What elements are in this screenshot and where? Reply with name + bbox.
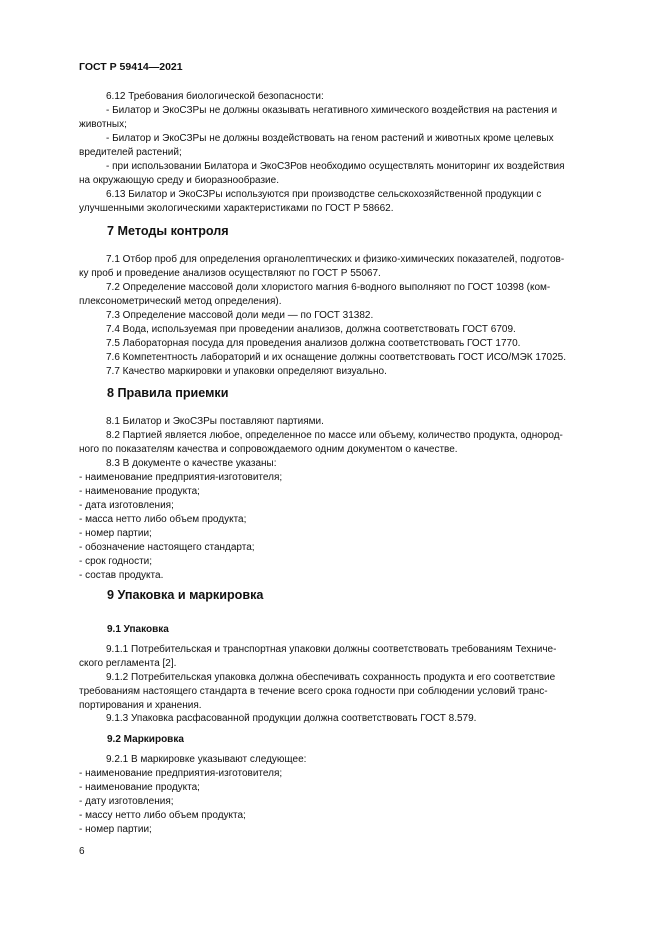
subsection-heading-9-2: 9.2 Маркировка: [107, 734, 184, 745]
list-item: - массу нетто либо объем продукта;: [79, 810, 246, 821]
section-heading-9: 9 Упаковка и маркировка: [107, 588, 264, 602]
list-item: - номер партии;: [79, 528, 152, 539]
paragraph-9-2-1: 9.2.1 В маркировке указывают следующее:: [106, 754, 307, 765]
list-item: - обозначение настоящего стандарта;: [79, 542, 255, 553]
paragraph-7-3: 7.3 Определение массовой доли меди — по ГОСТ 31382.: [106, 310, 374, 321]
section-heading-7: 7 Методы контроля: [107, 224, 229, 238]
paragraph-6-13: 6.13 Билатор и ЭкоСЗРы используются при производстве сельскохозяйственной продукции с улучшенными экологическими характеристиками по ГОСТ Р 58662.: [79, 189, 542, 214]
list-item: - состав продукта.: [79, 570, 164, 581]
paragraph-7-1: 7.1 Отбор проб для определения органолептических и физико-химических показателей, подготов- ку проб и проведение анализов осуществляют по ГОСТ Р 55067.: [79, 254, 565, 279]
list-item: - дата изготовления;: [79, 500, 174, 511]
paragraph-8-1: 8.1 Билатор и ЭкоСЗРы поставляют партиями.: [106, 416, 324, 427]
paragraph-7-6: 7.6 Компетентность лабораторий и их оснащение должны соответствовать ГОСТ ИСО/МЭК 17025.: [106, 352, 566, 363]
paragraph-9-1-1: 9.1.1 Потребительская и транспортная упаковки должны соответствовать требованиям Техниче- ского регламента [2].: [79, 644, 557, 669]
list-item: - наименование предприятия-изготовителя;: [79, 768, 283, 779]
list-item: - наименование предприятия-изготовителя;: [79, 472, 283, 483]
paragraph-6-12-item-1: - Билатор и ЭкоСЗРы не должны оказывать негативного химического воздействия на растения и животных;: [79, 105, 558, 130]
list-item: - дату изготовления;: [79, 796, 174, 807]
paragraph-7-7: 7.7 Качество маркировки и упаковки определяют визуально.: [106, 366, 387, 377]
section-heading-8: 8 Правила приемки: [107, 386, 229, 400]
paragraph-6-12-item-3: - при использовании Билатора и ЭкоСЗРов необходимо осуществлять мониторинг их воздействия на окружающую среду и биоразнообразие.: [79, 161, 565, 186]
list-item: - наименование продукта;: [79, 782, 200, 793]
standard-header: ГОСТ Р 59414—2021: [79, 61, 183, 73]
list-item: - наименование продукта;: [79, 486, 200, 497]
list-item: - масса нетто либо объем продукта;: [79, 514, 247, 525]
paragraph-9-1-3: 9.1.3 Упаковка расфасованной продукции должна соответствовать ГОСТ 8.579.: [106, 713, 477, 724]
paragraph-6-12-item-2: - Билатор и ЭкоСЗРы не должны воздействовать на геном растений и животных кроме целевых вредителей растений;: [79, 133, 554, 158]
list-item: - срок годности;: [79, 556, 153, 567]
paragraph-7-5: 7.5 Лабораторная посуда для проведения анализов должна соответствовать ГОСТ 1770.: [106, 338, 521, 349]
paragraph-9-1-2: 9.1.2 Потребительская упаковка должна обеспечивать сохранность продукта и его соответствие требованиям настоящего стандарта в течение всего срока годности при соблюдении условий транс- портирования и хранения.: [79, 672, 556, 711]
paragraph-6-12: 6.12 Требования биологической безопасности:: [106, 91, 324, 102]
page-number: 6: [79, 846, 85, 857]
paragraph-8-3: 8.3 В документе о качестве указаны:: [106, 458, 277, 469]
paragraph-7-2: 7.2 Определение массовой доли хлористого магния 6-водного выполняют по ГОСТ 10398 (ком- плексонометрический метод определения).: [79, 282, 551, 307]
paragraph-8-2: 8.2 Партией является любое, определенное по массе или объему, количество продукта, однород- ного по показателям качества и сопровождаемого одним документом о качестве.: [79, 430, 563, 455]
list-item: - номер партии;: [79, 824, 152, 835]
subsection-heading-9-1: 9.1 Упаковка: [107, 624, 169, 635]
paragraph-7-4: 7.4 Вода, используемая при проведении анализов, должна соответствовать ГОСТ 6709.: [106, 324, 516, 335]
